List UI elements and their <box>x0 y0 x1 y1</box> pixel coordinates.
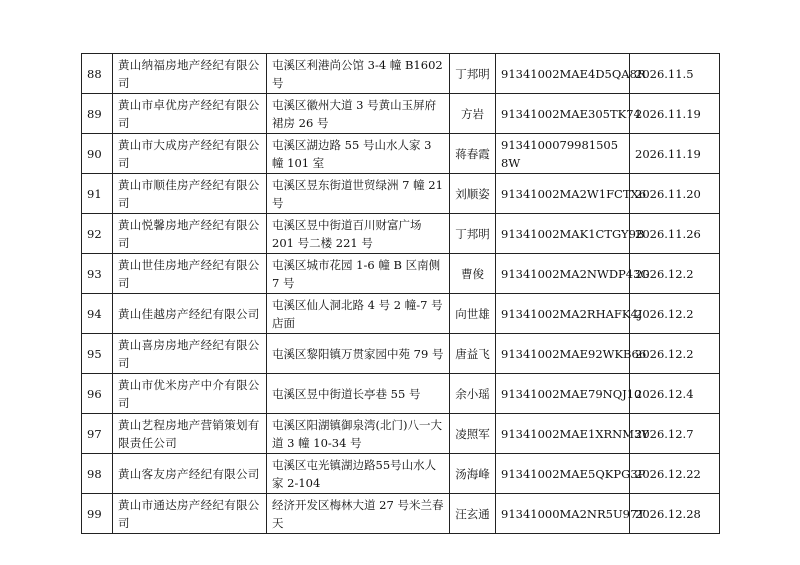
credit-code-cell: 91341002MAE4D5QA8R <box>496 54 630 94</box>
credit-code-cell: 91341002MAE79NQJ10 <box>496 374 630 414</box>
company-name-cell: 黄山市顺佳房产经纪有限公司 <box>113 174 267 214</box>
credit-code-cell: 91341002MAE305TK74 <box>496 94 630 134</box>
table-row <box>82 454 720 494</box>
row-number-cell: 95 <box>82 334 113 374</box>
row-number-cell: 90 <box>82 134 113 174</box>
table-row <box>82 374 720 414</box>
address-cell: 屯溪区黎阳镇万贯家园中苑 79 号 <box>267 334 450 374</box>
responsible-person-cell: 唐益飞 <box>450 334 496 374</box>
responsible-person-cell: 丁邦明 <box>450 54 496 94</box>
credit-code-cell: 91341002MAE92WKB66 <box>496 334 630 374</box>
responsible-person-cell: 曹俊 <box>450 254 496 294</box>
company-name-cell: 黄山纳福房地产经纪有限公司 <box>113 54 267 94</box>
address-cell: 屯溪区屯光镇湖边路55号山水人家 2-104 <box>267 454 450 494</box>
company-name-cell: 黄山客友房产经纪有限公司 <box>113 454 267 494</box>
expiry-date-cell: 2026.11.20 <box>630 174 720 214</box>
credit-code-cell: 91341002MAK1CTGY9B <box>496 214 630 254</box>
responsible-person-cell: 向世雄 <box>450 294 496 334</box>
table-row <box>82 334 720 374</box>
table-row <box>82 94 720 134</box>
responsible-person-cell: 余小瑶 <box>450 374 496 414</box>
company-name-cell: 黄山悦馨房地产经纪有限公司 <box>113 214 267 254</box>
expiry-date-cell: 2026.12.2 <box>630 334 720 374</box>
expiry-date-cell: 2026.12.2 <box>630 254 720 294</box>
table-row <box>82 254 720 294</box>
row-number-cell: 93 <box>82 254 113 294</box>
responsible-person-cell: 凌照军 <box>450 414 496 454</box>
row-number-cell: 94 <box>82 294 113 334</box>
credit-code-cell: 91341002MA2RHAFK4J <box>496 294 630 334</box>
row-number-cell: 91 <box>82 174 113 214</box>
expiry-date-cell: 2026.12.22 <box>630 454 720 494</box>
company-name-cell: 黄山市优米房产中介有限公司 <box>113 374 267 414</box>
credit-code-cell: 91341000MA2NR5U97T <box>496 494 630 534</box>
responsible-person-cell: 蒋春霞 <box>450 134 496 174</box>
credit-code-cell: 9134100079981505 8W <box>496 134 630 174</box>
table-row <box>82 214 720 254</box>
row-number-cell: 89 <box>82 94 113 134</box>
address-cell: 屯溪区仙人洞北路 4 号 2 幢-7 号店面 <box>267 294 450 334</box>
table-row <box>82 414 720 454</box>
responsible-person-cell: 汤海峰 <box>450 454 496 494</box>
expiry-date-cell: 2026.12.4 <box>630 374 720 414</box>
company-name-cell: 黄山佳越房产经纪有限公司 <box>113 294 267 334</box>
table-row <box>82 494 720 534</box>
company-name-cell: 黄山市大成房产经纪有限公司 <box>113 134 267 174</box>
credit-code-cell: 91341002MAE1XRNM3Y <box>496 414 630 454</box>
address-cell: 屯溪区湖边路 55 号山水人家 3 幢 101 室 <box>267 134 450 174</box>
table-row <box>82 54 720 94</box>
responsible-person-cell: 汪玄通 <box>450 494 496 534</box>
address-cell: 屯溪区阳湖镇御泉湾(北门)八一大道 3 幢 10-34 号 <box>267 414 450 454</box>
expiry-date-cell: 2026.12.2 <box>630 294 720 334</box>
address-cell: 屯溪区昱中街道百川财富广场 201 号二楼 221 号 <box>267 214 450 254</box>
address-cell: 屯溪区昱东街道世贸绿洲 7 幢 21 号 <box>267 174 450 214</box>
credit-code-cell: 91341002MAE5QKPG3P <box>496 454 630 494</box>
table-row <box>82 134 720 174</box>
address-cell: 屯溪区利港尚公馆 3-4 幢 B1602 号 <box>267 54 450 94</box>
registry-table <box>81 53 720 534</box>
expiry-date-cell: 2026.11.19 <box>630 134 720 174</box>
company-name-cell: 黄山市卓优房产经纪有限公司 <box>113 94 267 134</box>
row-number-cell: 96 <box>82 374 113 414</box>
table-row <box>82 294 720 334</box>
credit-code-cell: 91341002MA2NWDP43G <box>496 254 630 294</box>
row-number-cell: 92 <box>82 214 113 254</box>
expiry-date-cell: 2026.11.5 <box>630 54 720 94</box>
table-row <box>82 174 720 214</box>
address-cell: 屯溪区昱中街道长亭巷 55 号 <box>267 374 450 414</box>
expiry-date-cell: 2026.11.26 <box>630 214 720 254</box>
row-number-cell: 88 <box>82 54 113 94</box>
company-name-cell: 黄山喜房房地产经纪有限公司 <box>113 334 267 374</box>
row-number-cell: 99 <box>82 494 113 534</box>
company-name-cell: 黄山艺程房地产营销策划有限责任公司 <box>113 414 267 454</box>
address-cell: 屯溪区城市花园 1-6 幢 B 区南侧 7 号 <box>267 254 450 294</box>
responsible-person-cell: 刘顺姿 <box>450 174 496 214</box>
credit-code-cell: 91341002MA2W1FCTX6 <box>496 174 630 214</box>
company-name-cell: 黄山市通达房产经纪有限公司 <box>113 494 267 534</box>
responsible-person-cell: 丁邦明 <box>450 214 496 254</box>
row-number-cell: 98 <box>82 454 113 494</box>
expiry-date-cell: 2026.11.19 <box>630 94 720 134</box>
address-cell: 屯溪区徽州大道 3 号黄山玉屏府裙房 26 号 <box>267 94 450 134</box>
address-cell: 经济开发区梅林大道 27 号米兰春天 <box>267 494 450 534</box>
responsible-person-cell: 方岩 <box>450 94 496 134</box>
row-number-cell: 97 <box>82 414 113 454</box>
expiry-date-cell: 2026.12.28 <box>630 494 720 534</box>
expiry-date-cell: 2026.12.7 <box>630 414 720 454</box>
company-name-cell: 黄山世佳房地产经纪有限公司 <box>113 254 267 294</box>
registry-table-body <box>82 54 720 534</box>
